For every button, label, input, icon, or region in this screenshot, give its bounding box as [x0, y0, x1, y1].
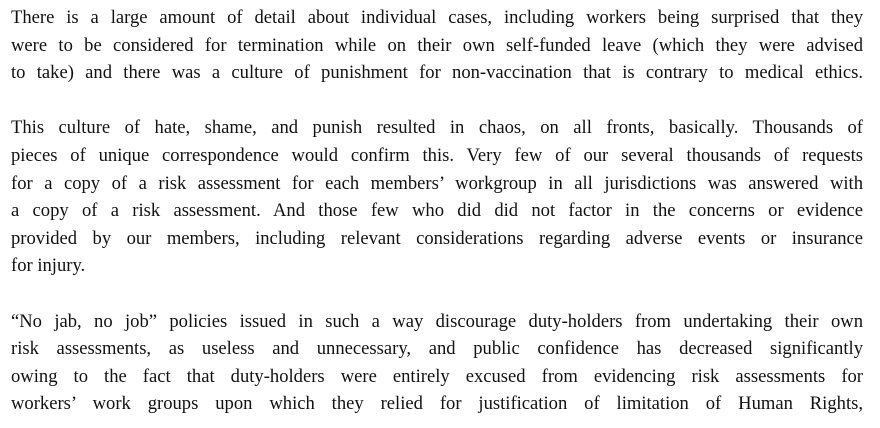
text-line: “No jab, no job” policies issued in such a way discourage duty-holders from undertaking their own	[11, 310, 863, 332]
text-line: pieces of unique correspondence would confirm this. Very few of our several thousands of requests	[11, 144, 863, 166]
paragraph-2	[11, 114, 863, 280]
text-line: There is a large amount of detail about individual cases, including workers being surprised that they	[11, 7, 863, 28]
text-line: a copy of a risk assessment. And those few who did did not factor in the concerns or evidence	[11, 200, 863, 222]
text-line: provided by our members, including relevant considerations regarding adverse events or insurance	[11, 227, 863, 249]
document-page	[11, 4, 863, 418]
paragraph-spacer	[11, 280, 863, 308]
text-line: owing to the fact that duty-holders were entirely excused from evidencing risk assessments for	[11, 365, 863, 387]
text-line: to take) and there was a culture of punishment for non-vaccination that is contrary to medical ethics.	[11, 62, 863, 84]
text-line: were to be considered for termination while on their own self-funded leave (which they were advised	[11, 34, 863, 56]
paragraph-1	[11, 4, 863, 87]
paragraph-spacer	[11, 87, 863, 115]
text-line: workers’ work groups upon which they relied for justification of limitation of Human Rights,	[11, 393, 863, 415]
text-line: for injury.	[11, 255, 86, 277]
text-line: risk assessments, as useless and unnecessary, and public confidence has decreased significantly	[11, 338, 863, 360]
text-line: This culture of hate, shame, and punish resulted in chaos, on all fronts, basically. Thousands of	[11, 117, 863, 139]
text-line: for a copy of a risk assessment for each members’ workgroup in all jurisdictions was answered with	[11, 172, 863, 194]
paragraph-3	[11, 308, 863, 418]
